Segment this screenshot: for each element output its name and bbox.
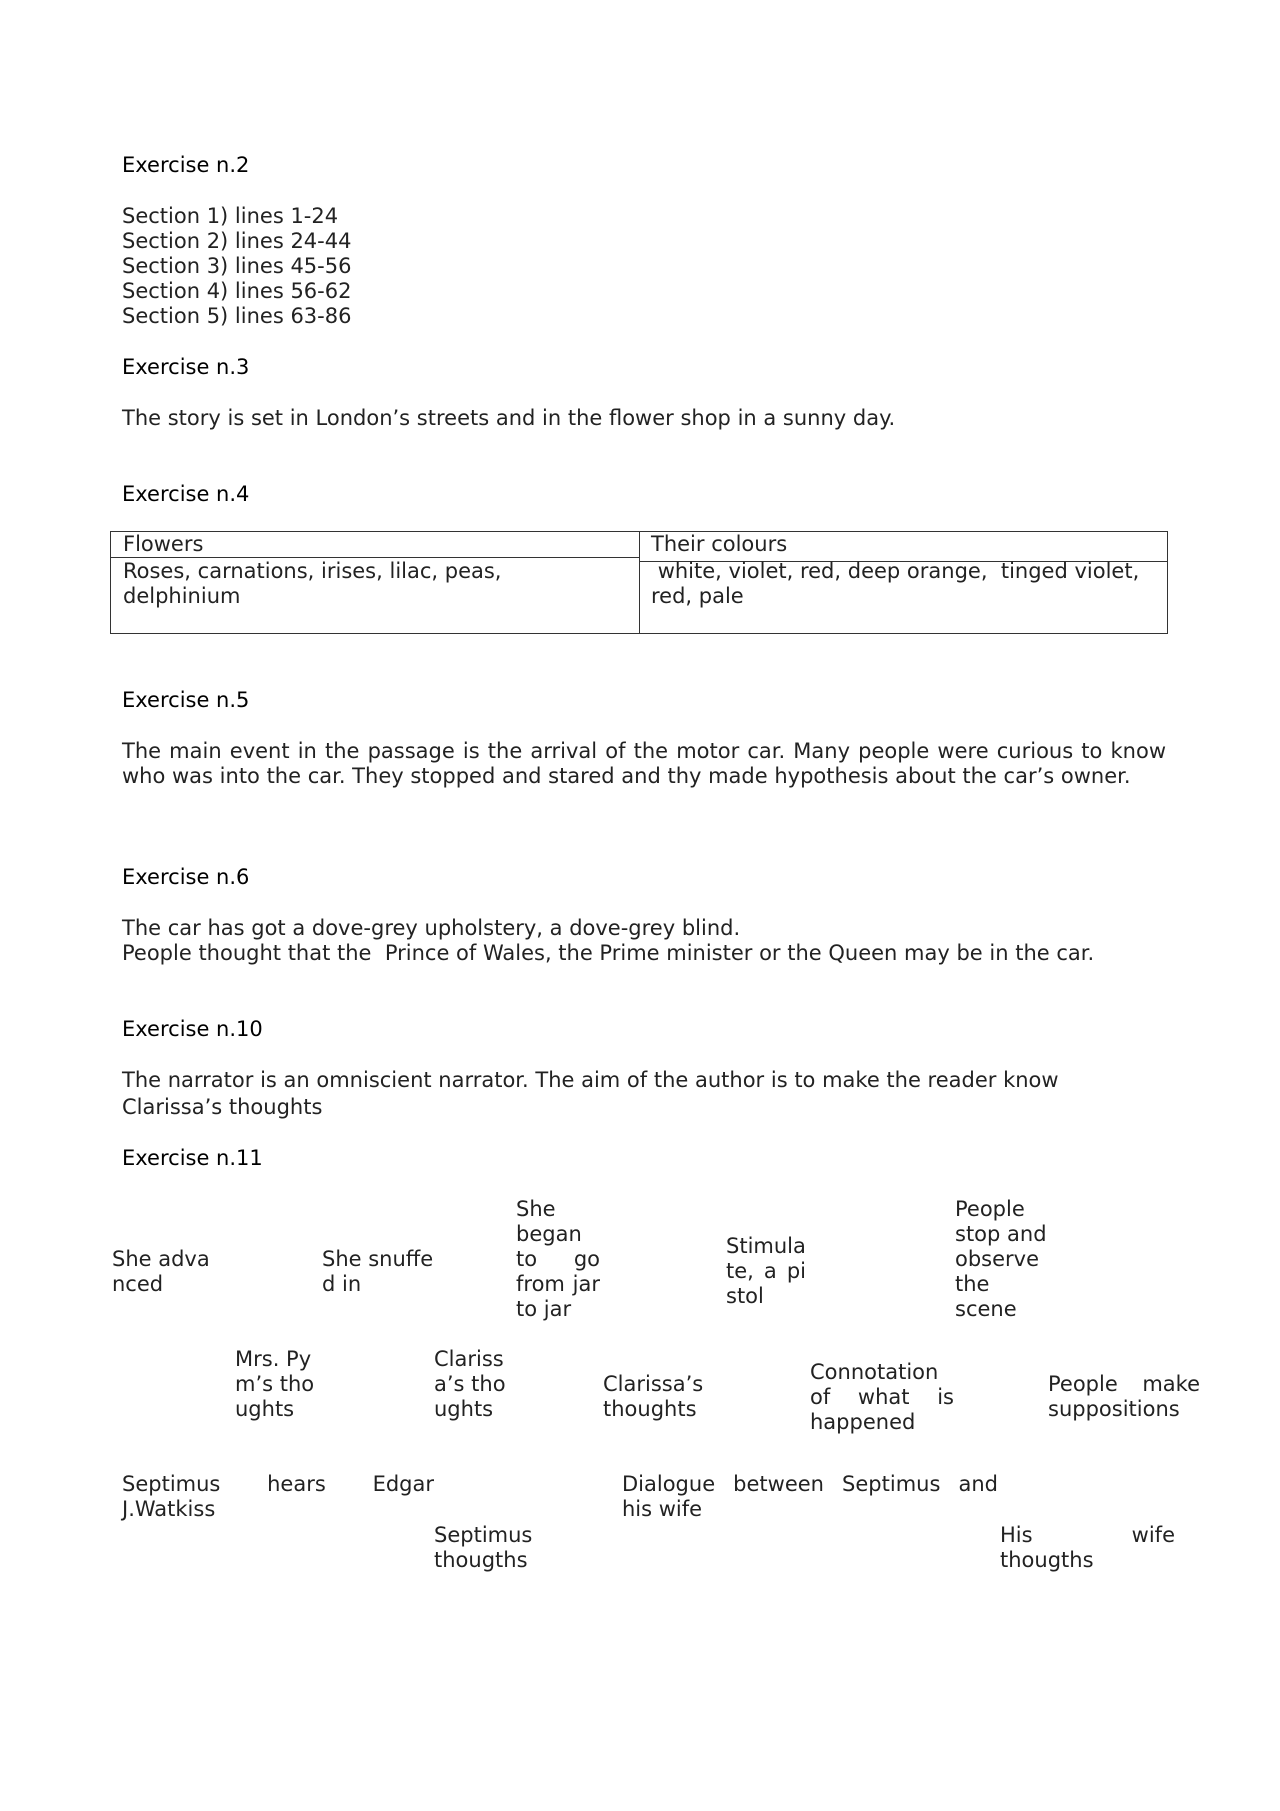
section-line-2: Section 2) lines 24-44 (122, 229, 352, 253)
diagram-dialogue: Dialogue between Septimus and his wife (622, 1472, 998, 1521)
exercise-3-title: Exercise n.3 (122, 355, 250, 379)
table-cell-colours: white, violet, red, deep orange, tinged violet, red, pale (651, 559, 1146, 608)
diagram-his-wife: His wife thougths (1000, 1523, 1175, 1572)
exercise-11-title: Exercise n.11 (122, 1146, 263, 1170)
exercise-6-line-2: People thought that the Prince of Wales, the Prime minister or the Queen may be in the car. (122, 941, 1095, 965)
exercise-5-title: Exercise n.5 (122, 688, 250, 712)
exercise-6-title: Exercise n.6 (122, 865, 250, 889)
diagram-she-began: She began to go from jar to jar (516, 1197, 600, 1321)
diagram-she-snuffed-in: She snuffed in (322, 1247, 434, 1296)
exercise-3-text: The story is set in London’s streets and in the flower shop in a sunny day. (122, 406, 896, 430)
table-header-flowers: Flowers (123, 532, 204, 556)
diagram-clarissa-thoughts-a: Clarissa’s thoughts (434, 1347, 506, 1421)
diagram-connotation: Connotation of what is happened (810, 1360, 954, 1434)
exercise-4-title: Exercise n.4 (122, 482, 250, 506)
exercise-6-line-1: The car has got a dove-grey upholstery, a dove-grey blind. (122, 916, 741, 940)
section-line-1: Section 1) lines 1-24 (122, 204, 339, 228)
diagram-stimulate: Stimulate, a pistol (726, 1234, 806, 1308)
diagram-people-stop: People stop and observe the scene (955, 1197, 1047, 1321)
diagram-septimus-hears: Septimus hears Edgar J.Watkiss (122, 1472, 434, 1521)
exercise-2-title: Exercise n.2 (122, 153, 250, 177)
exercise-5-text: The main event in the passage is the arrival of the motor car. Many people were curious to know who was into the car. They stopped and stared and thy made hypothesis about the car’s owner. (122, 739, 1166, 788)
diagram-people-make: People make suppositions (1048, 1372, 1200, 1421)
flowers-table (110, 531, 1168, 634)
diagram-she-advanced: She advanced (112, 1247, 210, 1296)
table-header-colours: Their colours (651, 532, 788, 556)
exercise-10-line-1: The narrator is an omniscient narrator. The aim of the author is to make the reader know (122, 1068, 1059, 1092)
diagram-clarissa-thoughts-b: Clarissa’s thoughts (603, 1372, 704, 1421)
table-cell-flowers: Roses, carnations, irises, lilac, peas, delphinium (123, 559, 502, 608)
diagram-mrs-pym: Mrs. Pym’s thoughts (235, 1347, 315, 1421)
exercise-10-line-2: Clarissa’s thoughts (122, 1095, 323, 1119)
diagram-septimus-thougths: Septimus thougths (434, 1523, 533, 1572)
section-line-4: Section 4) lines 56-62 (122, 279, 352, 303)
section-line-5: Section 5) lines 63-86 (122, 304, 352, 328)
section-line-3: Section 3) lines 45-56 (122, 254, 352, 278)
exercise-10-title: Exercise n.10 (122, 1017, 263, 1041)
